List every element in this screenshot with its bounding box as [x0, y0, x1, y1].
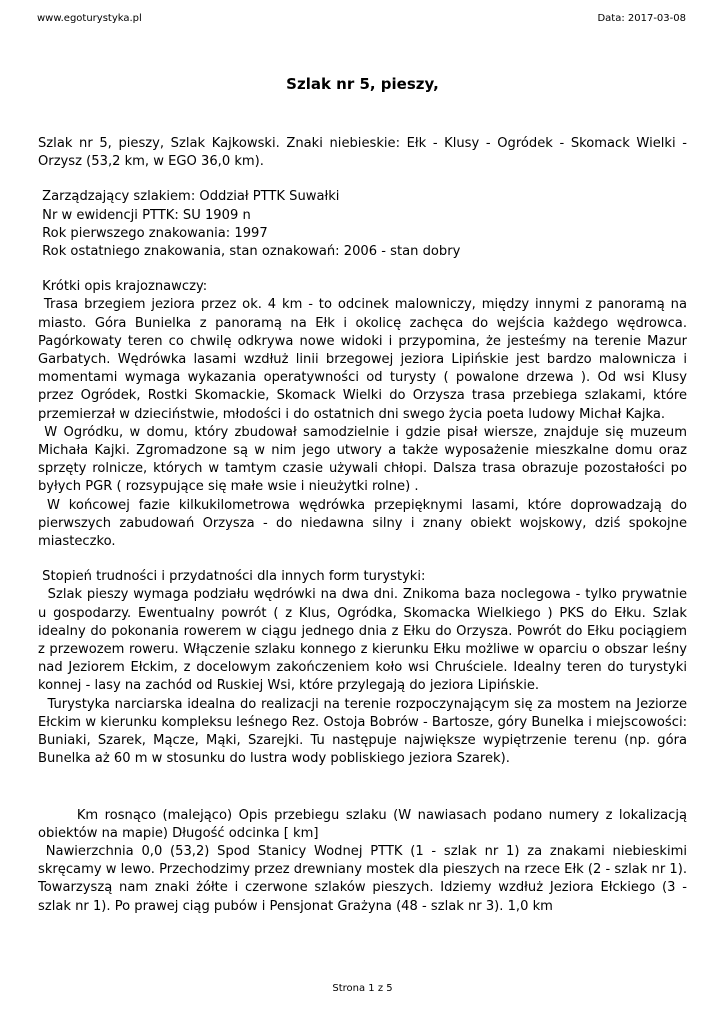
- route-paragraph: Nawierzchnia 0,0 (53,2) Spod Stanicy Wodnej PTTK (1 - szlak nr 1) za znakami niebieskimi skręcamy w lewo. Przechodzimy przez drewniany mostek dla pieszych na rzece Ełk (2 - szlak nr 1). Towarzyszą nam znaki żółte i czerwone szlaków pieszych. Idziemy wzdłuż Jeziora Ełckiego (3 - szlak nr 1). Po prawej ciąg pubów i Pensjonat Grażyna (48 - szlak nr 3). 1,0 km: [38, 843, 692, 914]
- difficulty-paragraph: Szlak pieszy wymaga podziału wędrówki na dwa dni. Znikoma baza noclegowa - tylko prywatnie u gospodarzy. Ewentualny powrót ( z Klus, Ogródka, Skomacka Wielkiego ) PKS do Ełku. Szlak idealny do pokonania rowerem w ciągu jednego dnia z Ełku do Orzysza. Powrót do Ełku pociągiem z przewozem roweru. Włączenie szlaku konnego z kierunku Ełku możliwe w oparciu o obszar leśny nad Jeziorem Ełckim, z docelowym zakończeniem koło wsi Chruściele. Idealny teren do turystyki konnej - lasy na zachód od Ruskiej Wsi, które przylegają do jeziora Lipińskie.: [38, 587, 692, 694]
- difficulty-heading: Stopień trudności i przydatności dla innych form turystyki:: [38, 569, 426, 585]
- last-marking-line: Rok ostatniego znakowania, stan oznakowań: 2006 - stan dobry: [38, 244, 461, 260]
- site-url: www.egoturystyka.pl: [37, 13, 142, 24]
- first-marking-line: Rok pierwszego znakowania: 1997: [38, 225, 268, 241]
- document-body: [38, 135, 692, 916]
- route-heading: Km rosnąco (malejąco) Opis przebiegu szlaku (W nawiasach podano numery z lokalizacją obiektów na mapie) Długość odcinka [ km]: [38, 807, 692, 841]
- page-number: Strona 1 z 5: [332, 983, 393, 994]
- registry-line: Nr w ewidencji PTTK: SU 1909 n: [38, 207, 251, 223]
- print-date: Data: 2017-03-08: [597, 13, 686, 24]
- intro-paragraph: Szlak nr 5, pieszy, Szlak Kajkowski. Znaki niebieskie: Ełk - Klusy - Ogródek - Skomack Wielki - Orzysz (53,2 km, w EGO 36,0 km).: [38, 136, 687, 170]
- difficulty-paragraph: Turystyka narciarska idealna do realizacji na terenie rozpoczynającym się za mostem na Jeziorze Ełckim w kierunku kompleksu leśnego Rez. Ostoja Bobrów - Bartosze, góry Bunelka i miejscowości: Buniaki, Szarek, Mącze, Mąki, Szarejki. Tu następuje największe wypiętrzenie terenu (np. góra Bunelka aż 60 m w stosunku do lustra wody pobliskiego jeziora Szarek).: [38, 696, 692, 767]
- description-paragraph: W końcowej fazie kilkukilometrowa wędrówka przepięknymi lasami, które doprowadzają do pierwszych zabudowań Orzysza - do niedawna silny i znany obiekt wojskowy, dziś spokojne miasteczko.: [38, 497, 692, 550]
- management-line: Zarządzający szlakiem: Oddział PTTK Suwałki: [38, 189, 340, 205]
- description-paragraph: Trasa brzegiem jeziora przez ok. 4 km - to odcinek malowniczy, między innymi z panoramą na miasto. Góra Bunielka z panoramą na Ełk i okolicę zachęca do wejścia każdego wędrowca. Pagórkowaty teren co chwilę odkrywa nowe widoki i przypomina, że jesteśmy na terenie Mazur Garbatych. Wędrówka lasami wzdłuż linii brzegowej jeziora Lipińskie jest bardzo malownicza i momentami wymaga wykazania operatywności od turysty ( powalone drzewa ). Od wsi Klusy przez Ogródek, Rostki Skomackie, Skomack Wielki do Orzysza trasa przebiega szlakami, które przemierzał w dzieciństwie, młodości i do ostatnich dni swego życia poeta ludowy Michał Kajka.: [38, 297, 692, 422]
- description-paragraph: W Ogródku, w domu, który zbudował samodzielnie i gdzie pisał wiersze, znajduje się muzeum Michała Kajki. Zgromadzone są w nim jego utwory a także wyposażenie mieszkalne domu oraz sprzęty rolnicze, których w tamtym czasie używali chłopi. Dalsza trasa obrazuje pozostałości po byłych PGR ( rozsypujące się małe wsie i nieużytki rolne) .: [38, 424, 692, 495]
- description-heading: Krótki opis krajoznawczy:: [38, 279, 208, 295]
- page-title: Szlak nr 5, pieszy,: [286, 75, 439, 93]
